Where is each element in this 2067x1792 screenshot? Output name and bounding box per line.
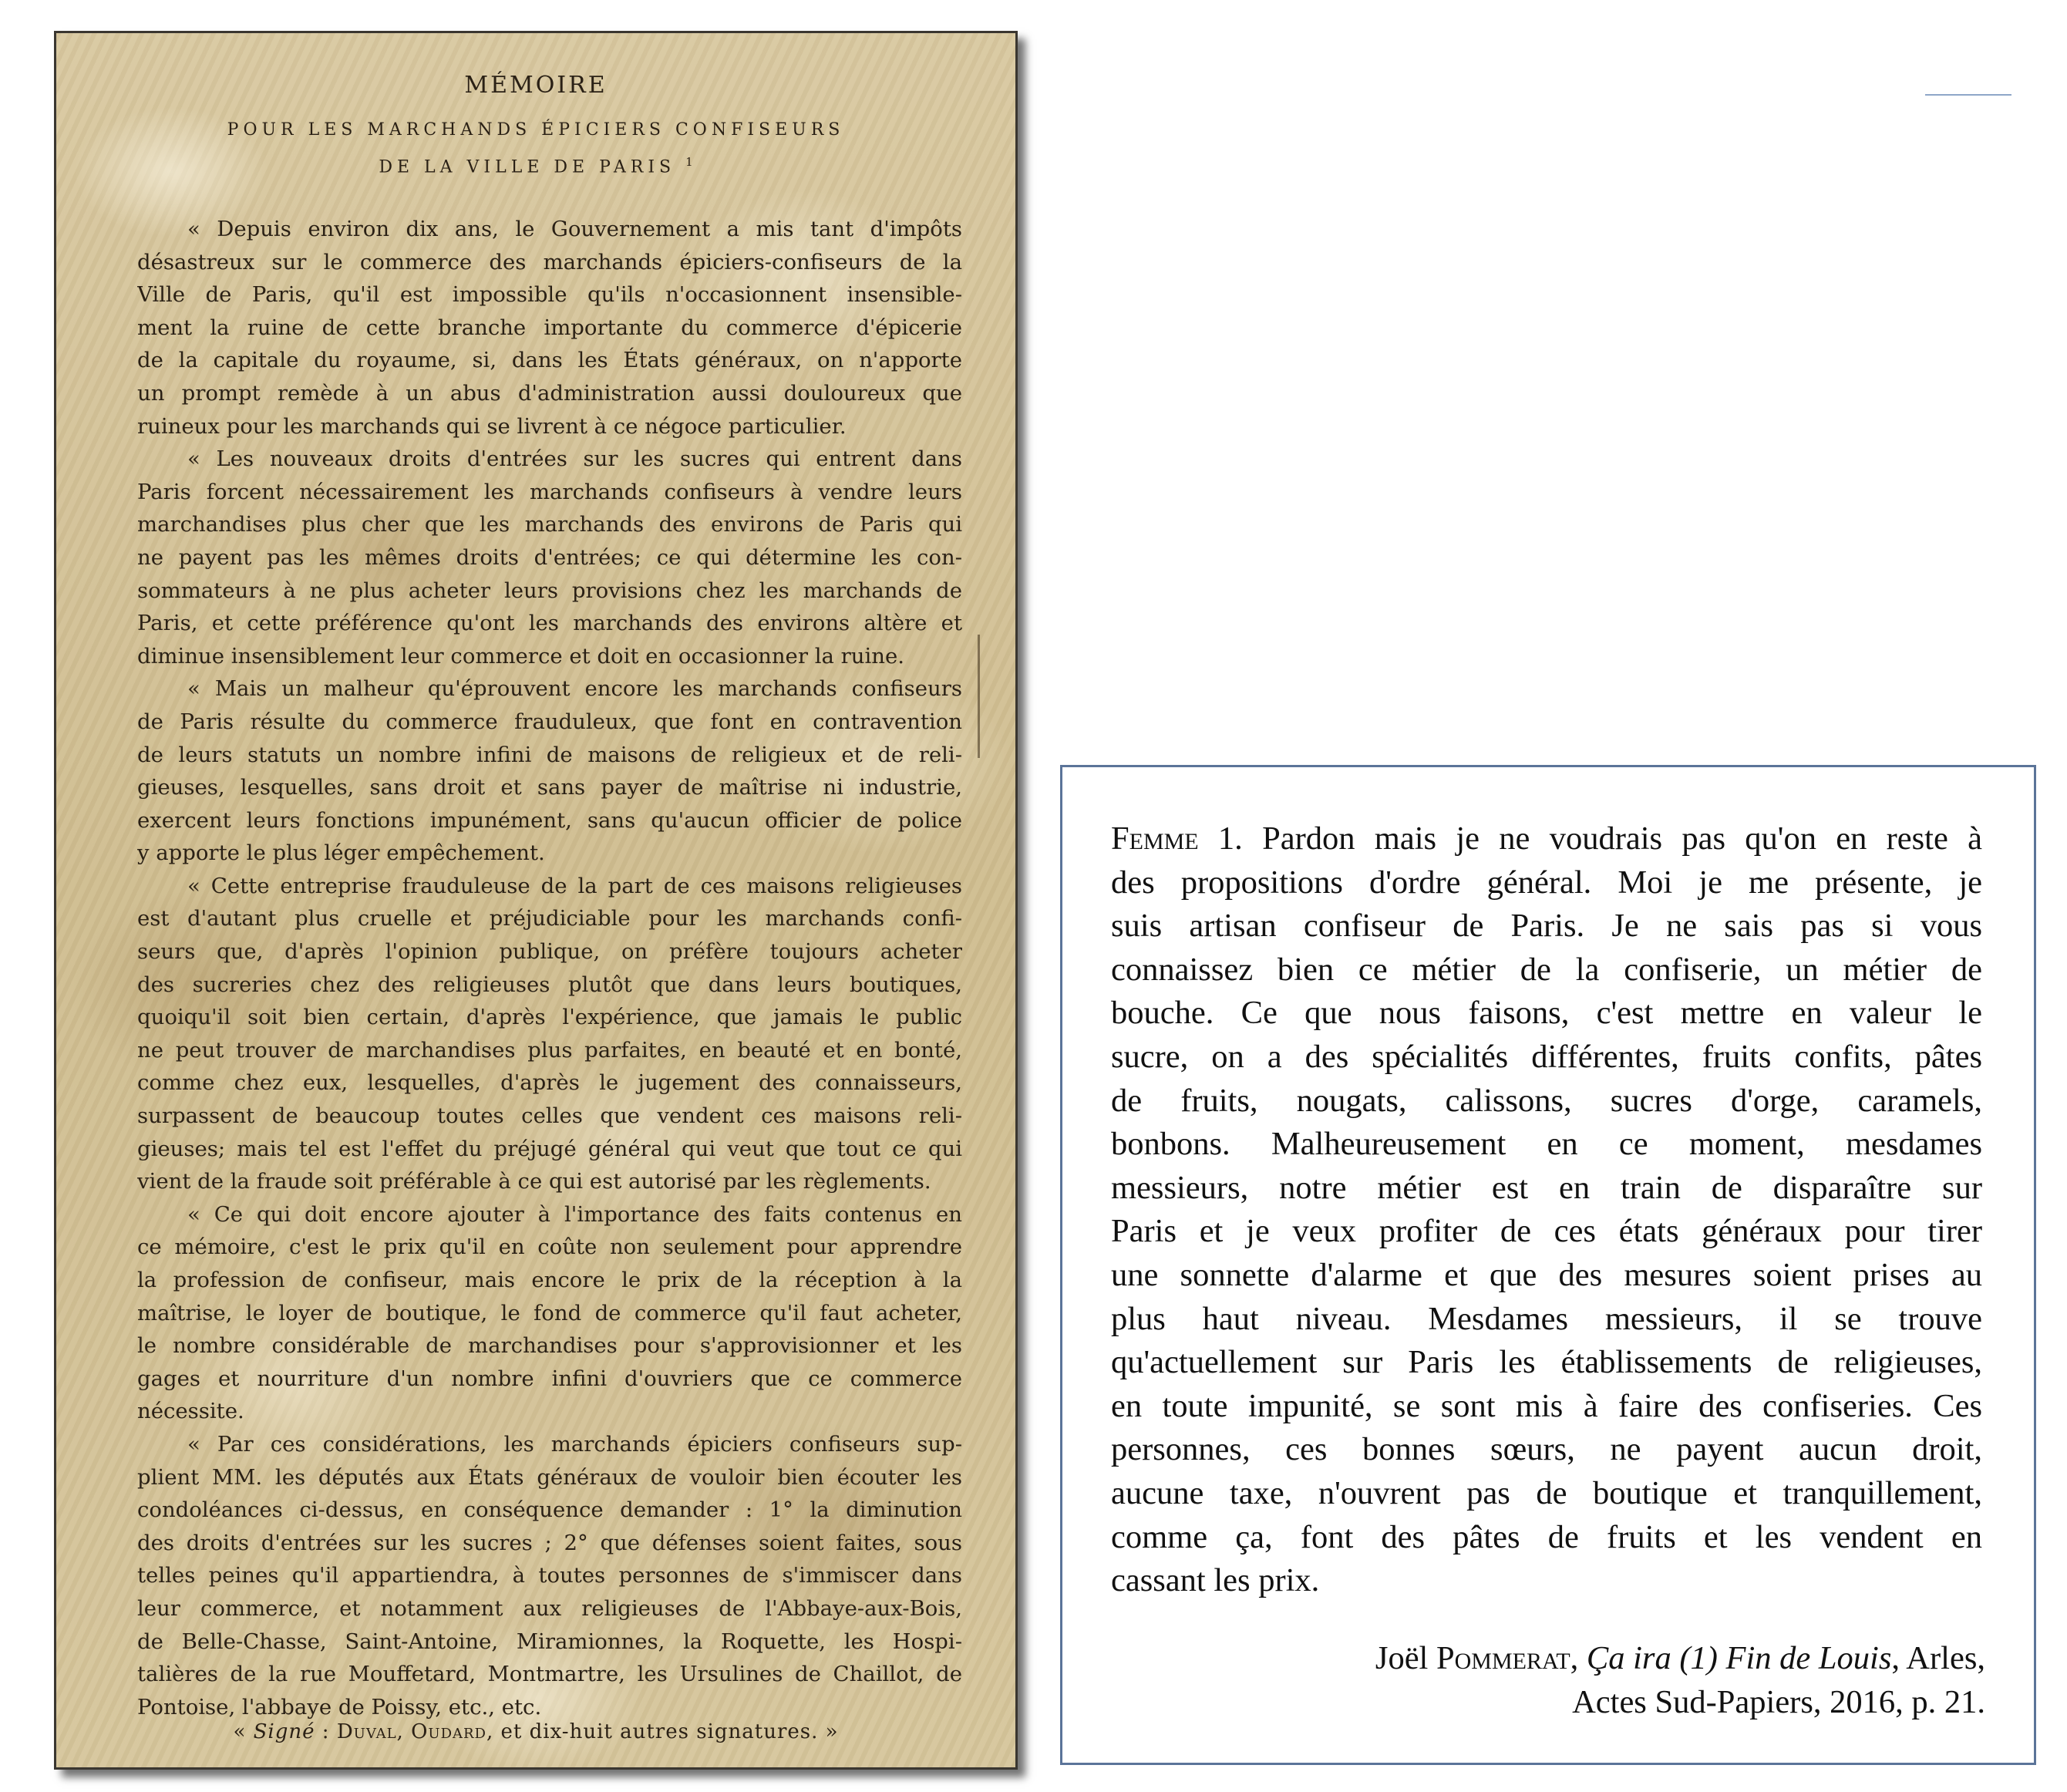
- memoire-line: ment la ruine de cette branche importante du commerce d'épicerie: [137, 315, 962, 340]
- memoire-line: « Mais un malheur qu'éprouvent encore les marchands confiseurs: [187, 676, 962, 702]
- memoire-line: maîtrise, le loyer de boutique, le fond de commerce qu'il faut acheter,: [137, 1300, 962, 1325]
- memoire-line: talières de la rue Mouffetard, Montmartre, les Ursulines de Chaillot, de: [137, 1662, 962, 1687]
- memoire-line: gieuses; mais tel est l'effet du préjugé général qui veut que tout ce qui: [137, 1136, 962, 1161]
- decorative-rule: [1925, 94, 2011, 96]
- memoire-line: désastreux sur le commerce des marchands épiciers-confiseurs de la: [137, 249, 962, 275]
- memoire-line: diminue insensiblement leur commerce et doit en occasionner la ruine.: [137, 643, 905, 669]
- speaker-label: Femme 1.: [1111, 820, 1243, 857]
- memoire-line: surpassent de beaucoup toutes celles que vendent ces maisons reli-: [137, 1103, 962, 1129]
- memoire-line: de Paris résulte du commerce frauduleux, que font en contravention: [137, 709, 962, 734]
- memoire-line: un prompt remède à un abus d'administration aussi douloureux que: [137, 380, 962, 406]
- signature-signe: Signé: [253, 1720, 315, 1743]
- scanned-memoire-page: [54, 31, 1018, 1770]
- memoire-signature: [56, 1720, 1015, 1743]
- memoire-line: ne payent pas les mêmes droits d'entrées; ce qui détermine les con-: [137, 544, 962, 570]
- signature-names: Duval, Oudard,: [336, 1720, 494, 1743]
- source-publication-line-1: , Arles,: [1891, 1640, 1985, 1676]
- memoire-line: Ville de Paris, qu'il est impossible qu'ils n'occasionnent insensible-: [137, 282, 962, 308]
- memoire-line: Paris forcent nécessairement les marchands confiseurs à vendre leurs: [137, 479, 962, 504]
- quotation-line: bouche. Ce que nous faisons, c'est mettre en valeur le: [1111, 995, 1982, 1032]
- memoire-subtitle-line-2: [56, 155, 1015, 177]
- memoire-line: leur commerce, et notamment aux religieuses de l'Abbaye-aux-Bois,: [137, 1595, 962, 1621]
- quotation-line: plus haut niveau. Mesdames messieurs, il se trouve: [1111, 1300, 1982, 1337]
- memoire-line: « Cette entreprise frauduleuse de la part de ces maisons religieuses: [187, 873, 962, 898]
- quotation-line: messieurs, notre métier est en train de disparaître sur: [1111, 1169, 1982, 1206]
- memoire-line: y apporte le plus léger empêchement.: [137, 840, 545, 866]
- memoire-line: vient de la fraude soit préférable à ce qui est autorisé par les règlements.: [137, 1169, 931, 1194]
- memoire-line: des sucreries chez des religieuses plutôt que dans leurs boutiques,: [137, 972, 962, 997]
- memoire-line: telles peines qu'il appartiendra, à toutes personnes de s'immiscer dans: [137, 1563, 962, 1588]
- scan-mark: [978, 635, 980, 758]
- source-work-title: Ça ira (1) Fin de Louis: [1586, 1640, 1892, 1676]
- quotation-line: une sonnette d'alarme et que des mesures soient prises au: [1111, 1256, 1982, 1293]
- memoire-line: comme chez eux, lesquelles, d'après le jugement des connaisseurs,: [137, 1070, 962, 1096]
- memoire-line: « Les nouveaux droits d'entrées sur les sucres qui entrent dans: [187, 446, 962, 472]
- memoire-line: de leurs statuts un nombre infini de maisons de religieux et de reli-: [137, 742, 962, 767]
- source-author-last: Pommerat: [1436, 1640, 1570, 1676]
- quotation-line: bonbons. Malheureusement en ce moment, mesdames: [1111, 1126, 1982, 1163]
- quotation-text: [1111, 817, 1982, 1603]
- quotation-line: suis artisan confiseur de Paris. Je ne sais pas si vous: [1111, 908, 1982, 945]
- memoire-paragraph: [137, 1198, 962, 1428]
- memoire-line: sommateurs à ne plus acheter leurs provisions chez les marchands de: [137, 578, 962, 603]
- memoire-paragraph: [137, 213, 962, 443]
- quotation-line: connaissez bien ce métier de la confiserie, un métier de: [1111, 951, 1982, 988]
- memoire-line: marchandises plus cher que les marchands des environs de Paris qui: [137, 512, 962, 537]
- footnote-mark: 1: [685, 155, 693, 169]
- source-publication-line-2: Actes Sud-Papiers, 2016, p. 21.: [1572, 1683, 1985, 1720]
- memoire-paragraph: [137, 1428, 962, 1723]
- quotation-line: cassant les prix.: [1111, 1562, 1320, 1599]
- quotation-line: Paris et je veux profiter de ces états généraux pour tirer: [1111, 1213, 1982, 1250]
- signature-prefix: «: [233, 1720, 254, 1743]
- memoire-line: est d'autant plus cruelle et préjudiciable pour les marchands confi-: [137, 906, 962, 931]
- quotation-line: aucune taxe, n'ouvrent pas de boutique et tranquillement,: [1111, 1474, 1982, 1511]
- source-separator: ,: [1570, 1640, 1587, 1676]
- memoire-line: exercent leurs fonctions impunément, sans qu'aucun officier de police: [137, 807, 962, 833]
- quotation-line: qu'actuellement sur Paris les établissements de religieuses,: [1111, 1344, 1982, 1381]
- quotation-line: en toute impunité, se sont mis à faire des confiseries. Ces: [1111, 1387, 1982, 1424]
- memoire-subtitle-line-2-text: DE LA VILLE DE PARIS: [379, 157, 676, 177]
- memoire-line: ruineux pour les marchands qui se livrent à ce négoce particulier.: [137, 413, 847, 439]
- memoire-line: « Depuis environ dix ans, le Gouvernement a mis tant d'impôts: [187, 217, 962, 241]
- memoire-line: la profession de confiseur, mais encore le prix de la réception à la: [137, 1268, 962, 1292]
- memoire-line: nécessite.: [137, 1399, 244, 1424]
- memoire-line: « Ce qui doit encore ajouter à l'importance des faits contenus en: [187, 1201, 962, 1227]
- quotation-line: [1111, 817, 1982, 861]
- memoire-line: le nombre considérable de marchandises pour s'approvisionner et les: [137, 1333, 962, 1359]
- memoire-line: Paris, et cette préférence qu'ont les marchands des environs altère et: [137, 611, 962, 636]
- memoire-subtitle-line-1: POUR LES MARCHANDS ÉPICIERS CONFISEURS: [227, 120, 845, 140]
- memoire-line: des droits d'entrées sur les sucres ; 2° que défenses soient faites, sous: [137, 1530, 962, 1555]
- memoire-line: condoléances ci-dessus, en conséquence demander : 1° la diminution: [137, 1497, 962, 1523]
- memoire-line: gages et nourriture d'un nombre infini d'ouvriers que ce commerce: [137, 1366, 962, 1391]
- quotation-box: [1060, 765, 2036, 1765]
- source-author-first: Joël: [1375, 1640, 1436, 1676]
- memoire-line: ce mémoire, c'est le prix qu'il en coûte non seulement pour apprendre: [137, 1235, 962, 1260]
- memoire-title: MÉMOIRE: [464, 72, 608, 99]
- memoire-line: ne peut trouver de marchandises plus parfaites, en beauté et en bonté,: [137, 1037, 962, 1063]
- quotation-line: des propositions d'ordre général. Moi je me présente, je: [1111, 864, 1982, 901]
- memoire-line: de Belle-Chasse, Saint-Antoine, Miramionnes, la Roquette, les Hospi-: [137, 1629, 962, 1654]
- memoire-body: [137, 213, 962, 1723]
- memoire-paragraph: [137, 672, 962, 870]
- memoire-paragraph: [137, 870, 962, 1198]
- quotation-source: [1114, 1637, 1985, 1724]
- memoire-line: seurs que, d'après l'opinion publique, on préfère toujours acheter: [137, 939, 962, 965]
- memoire-line: Pontoise, l'abbaye de Poissy, etc., etc.: [137, 1694, 542, 1720]
- memoire-line: plient MM. les députés aux États généraux de vouloir bien écouter les: [137, 1464, 962, 1490]
- memoire-line: quoiqu'il soit bien certain, d'après l'expérience, que jamais le public: [137, 1005, 962, 1030]
- memoire-paragraph: [137, 443, 962, 672]
- memoire-line: de la capitale du royaume, si, dans les États généraux, on n'apporte: [137, 348, 962, 373]
- quotation-line: de fruits, nougats, calissons, sucres d'orge, caramels,: [1111, 1082, 1982, 1119]
- quotation-line-text: Pardon mais je ne voudrais pas qu'on en reste à: [1242, 820, 1983, 857]
- memoire-line: gieuses, lesquelles, sans droit et sans payer de maîtrise ni industrie,: [137, 775, 962, 800]
- quotation-line: sucre, on a des spécialités différentes, fruits confits, pâtes: [1111, 1038, 1982, 1075]
- quotation-line: personnes, ces bonnes sœurs, ne payent aucun droit,: [1111, 1431, 1982, 1468]
- signature-rest: et dix-huit autres signatures. »: [493, 1720, 839, 1743]
- signature-colon: :: [315, 1720, 337, 1743]
- memoire-line: « Par ces considérations, les marchands épiciers confiseurs sup-: [187, 1431, 962, 1457]
- quotation-line: comme ça, font des pâtes de fruits et les vendent en: [1111, 1518, 1982, 1555]
